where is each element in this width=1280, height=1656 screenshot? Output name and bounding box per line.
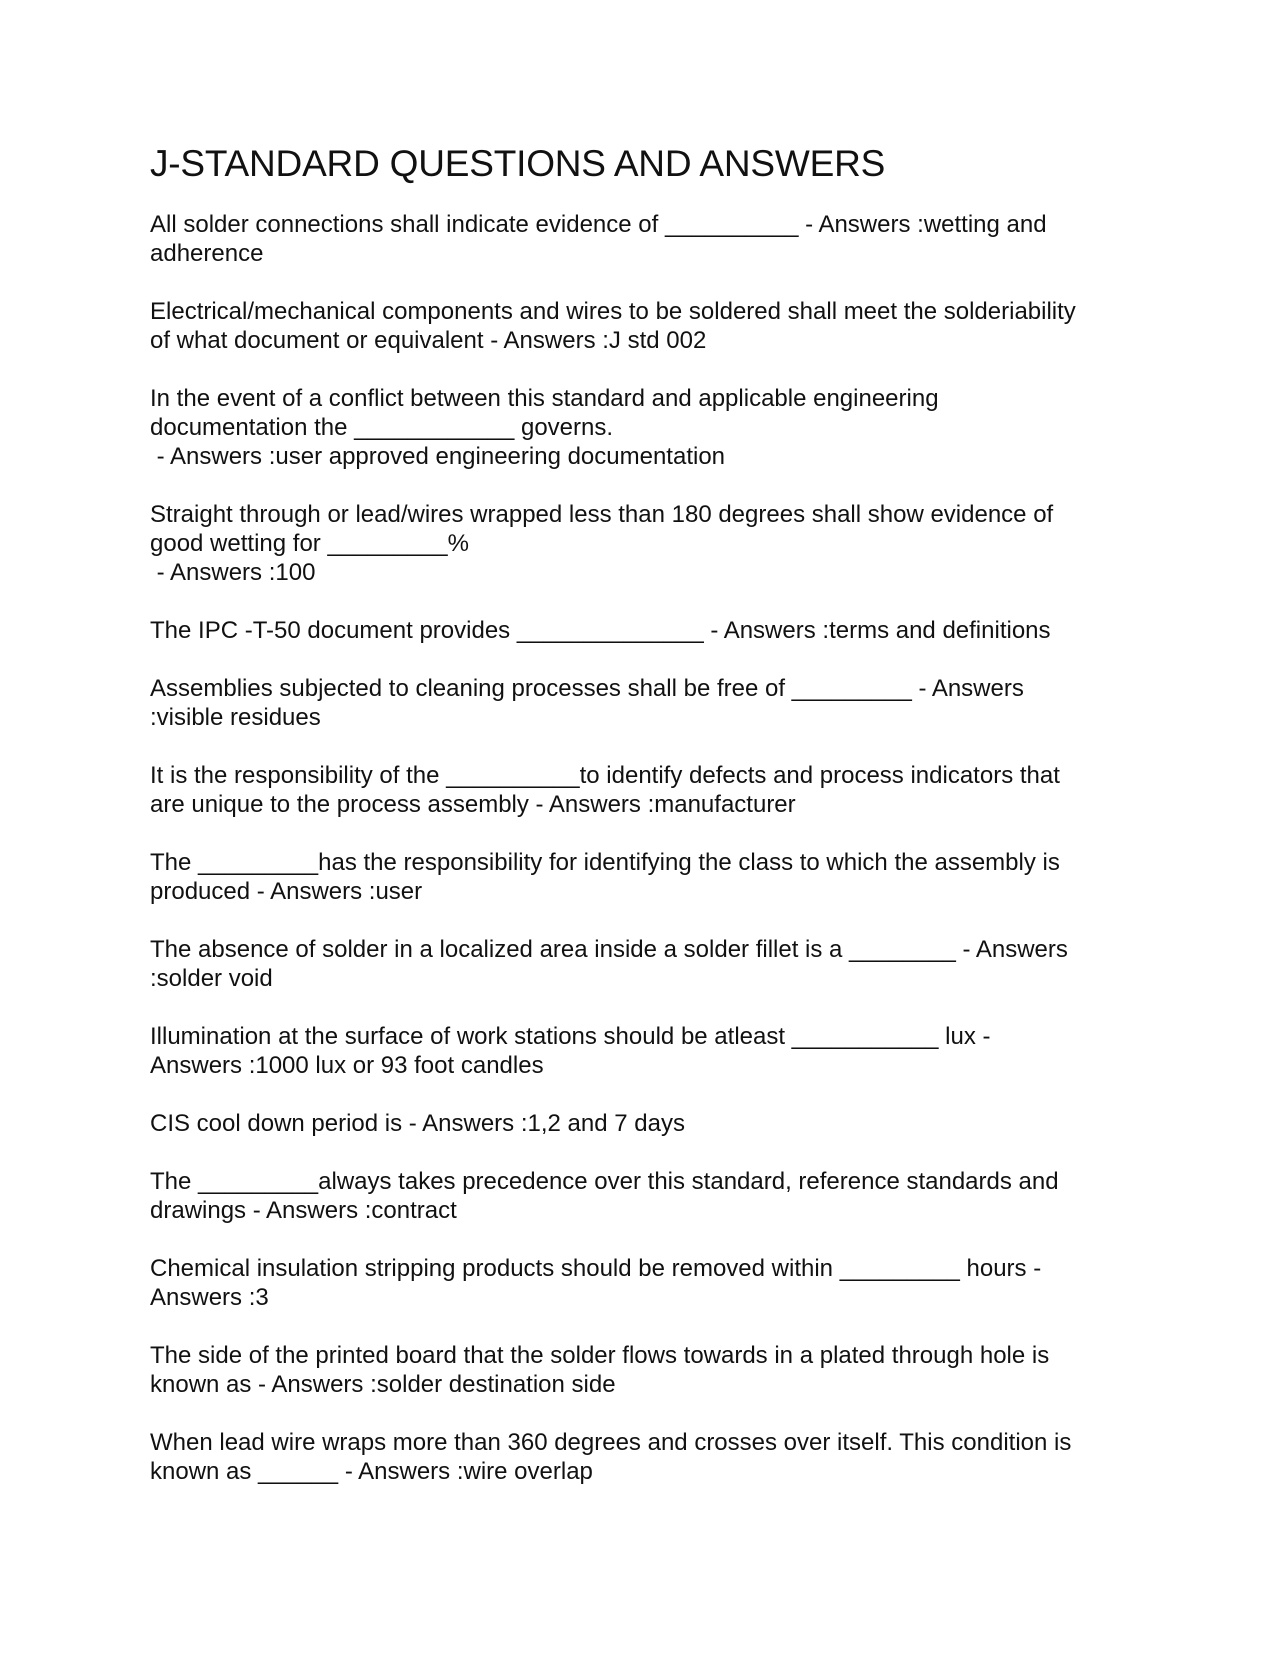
qa-item: The IPC -T-50 document provides ______________ - Answers :terms and definitions: [150, 616, 1051, 644]
qa-item: The _________has the responsibility for identifying the class to which the assembly is produced - Answers :user: [150, 848, 1060, 905]
qa-item: When lead wire wraps more than 360 degrees and crosses over itself. This condition is known as ______ - Answers :wire overlap: [150, 1428, 1072, 1485]
qa-item: The _________always takes precedence over this standard, reference standards and drawings - Answers :contract: [150, 1167, 1059, 1224]
qa-item: Straight through or lead/wires wrapped less than 180 degrees shall show evidence of good wetting for _________% - Answers :100: [150, 500, 1054, 586]
qa-item: All solder connections shall indicate evidence of __________ - Answers :wetting and adherence: [150, 210, 1047, 267]
qa-item: Electrical/mechanical components and wires to be soldered shall meet the solderiability of what document or equivalent - Answers :J std 002: [150, 297, 1076, 354]
qa-item: The side of the printed board that the solder flows towards in a plated through hole is known as - Answers :solder destination side: [150, 1341, 1050, 1398]
qa-item: The absence of solder in a localized area inside a solder fillet is a ________ - Answers :solder void: [150, 935, 1068, 992]
qa-item: It is the responsibility of the __________to identify defects and process indicators that are unique to the process assembly - Answers :manufacturer: [150, 761, 1060, 818]
document-title: J-STANDARD QUESTIONS AND ANSWERS: [150, 143, 886, 184]
document-page: [150, 143, 1130, 1515]
qa-item: In the event of a conflict between this standard and applicable engineering documentation the ____________ governs. - Answers :user approved engineering documentation: [150, 384, 939, 470]
qa-item: CIS cool down period is - Answers :1,2 and 7 days: [150, 1109, 685, 1137]
qa-item: Illumination at the surface of work stations should be atleast ___________ lux - Answers :1000 lux or 93 foot candles: [150, 1022, 991, 1079]
qa-item: Assemblies subjected to cleaning processes shall be free of _________ - Answers :visible residues: [150, 674, 1024, 731]
qa-item: Chemical insulation stripping products should be removed within _________ hours - Answers :3: [150, 1254, 1042, 1311]
